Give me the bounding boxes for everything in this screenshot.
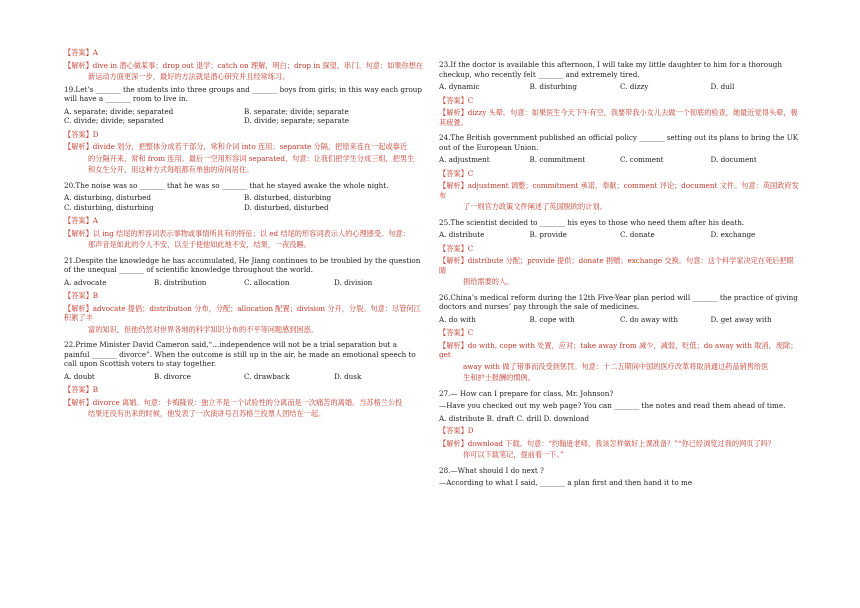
explanation-19-line-1: 【解析】divide 划分，把整体分成若干部分，常和介词 into 连用；separate 分隔，把原来连在一起或靠近 bbox=[64, 142, 408, 151]
question-20 bbox=[64, 181, 424, 250]
option-a: A. doubt bbox=[64, 371, 95, 381]
option-a: A. distribute bbox=[439, 230, 485, 239]
explanation-26-line-3: 生和护士报酬的惯例。 bbox=[463, 373, 535, 382]
question-25 bbox=[439, 218, 801, 287]
explanation-21 bbox=[64, 304, 424, 335]
answer-25: 【答案】C bbox=[439, 243, 474, 253]
option-d: D. divide; separate; separate bbox=[244, 116, 349, 125]
option-b: B. commitment bbox=[529, 155, 586, 164]
option-c: C. do away with bbox=[620, 314, 679, 324]
explanation-18-line-2: 新运动方面更深一步，最好的方法就是潜心研究并且经常练习。 bbox=[88, 72, 290, 81]
option-d: D. document bbox=[710, 155, 757, 164]
explanation-27-line-1: 【解析】download 下载。句意：“约翰逊老师，我该怎样做好上课准备？”“你已经浏览过我的网页了吗？ bbox=[439, 438, 776, 448]
option-c: C. divide; divide; separated bbox=[64, 116, 164, 125]
answer-19: 【答案】D bbox=[64, 129, 99, 139]
explanation-23 bbox=[439, 108, 801, 127]
explanation-26 bbox=[439, 341, 801, 383]
answer-21: 【答案】B bbox=[64, 291, 99, 300]
explanation-22-line-1: 【解析】divorce 离婚。句意：卡梅隆说：独立不是一个试验性的分离而是一次痛苦的离婚。当苏格兰公投 bbox=[64, 397, 403, 407]
question-25-options bbox=[439, 230, 801, 240]
question-27 bbox=[439, 389, 801, 460]
explanation-27 bbox=[439, 439, 801, 460]
explanation-21-line-1: 【解析】advocate 提倡；distribution 分布，分配；allocation 配置；division 分开，分裂。句意：尽管何江积累了丰 bbox=[64, 303, 421, 322]
option-d: D. division bbox=[334, 277, 373, 287]
option-a: A. adjustment bbox=[439, 155, 490, 164]
explanation-26-line-2: away with 做了错事而没受到惩罚。句意：十二五期间中国的医疗改革将取消通过药品销售给医 bbox=[463, 361, 769, 371]
question-22-options bbox=[64, 372, 424, 382]
question-23-text: 23.If the doctor is available this afternoon, I will take my little daughter to him for a thorough checkup, who recently felt _______ and extremely tired. bbox=[439, 60, 782, 79]
explanation-27-line-2: 你可以下载笔记，提前看一下。” bbox=[463, 450, 564, 459]
question-28-text-2: —According to what I said, _______ a plan first and then hand it to me bbox=[439, 478, 693, 487]
question-25-text: 25.The scientist decided to _______ his eyes to those who need them after his death. bbox=[439, 217, 745, 227]
option-b: B. disturbed, disturbing bbox=[244, 193, 332, 202]
explanation-20 bbox=[64, 229, 424, 250]
option-c: C. drawback bbox=[244, 371, 290, 381]
option-d: D. dusk bbox=[334, 371, 362, 381]
explanation-22-line-2: 结果还没有出来的时候，他发表了一次演讲号召苏格兰投票人团结在一起。 bbox=[88, 409, 326, 418]
option-b: B. divorce bbox=[154, 371, 191, 381]
explanation-24-line-1: 【解析】adjustment 调整；commitment 承诺，奉献；comment 评论；document 文件。句意：英国政府发布 bbox=[439, 181, 799, 200]
option-b: B. separate; divide; separate bbox=[244, 106, 349, 116]
option-c: C. dizzy bbox=[620, 82, 649, 91]
question-19-text: 19.Let’s _______ the students into three groups and _______ boys from girls; in this way each group will have a _______ room to live in. bbox=[64, 84, 423, 103]
option-a: A. do with bbox=[439, 314, 476, 324]
option-d: D. get away with bbox=[710, 314, 772, 324]
question-24 bbox=[439, 133, 801, 212]
explanation-20-line-1: 【解析】以 ing 结尾的形容词表示事物或事情所具有的特征；以 ed 结尾的形容词表示人的心理感受。句意： bbox=[64, 228, 410, 238]
question-22-text: 22.Prime Minister David Cameron said,“…independence will not be a trial separation but a painful _______ divorce”. When the outcome is still up in the air, he made an emotional speech to call upon Scottish voters to stay together. bbox=[64, 340, 416, 368]
option-b: B. provide bbox=[529, 230, 567, 239]
option-a: A. separate; divide; separated bbox=[64, 106, 174, 116]
explanation-24 bbox=[439, 181, 801, 212]
question-24-options bbox=[439, 155, 801, 165]
question-21-text: 21.Despite the knowledge he has accumulated, He Jiang continues to be troubled by the question of the unequal _______ of scientific knowledge throughout the world. bbox=[64, 255, 421, 274]
question-23 bbox=[439, 60, 801, 127]
option-a: A. dynamic bbox=[439, 82, 480, 91]
explanation-19-line-3: 和女生分开，用这种方式每组都有单独的房间居住。 bbox=[88, 165, 254, 174]
question-28 bbox=[439, 466, 801, 488]
answer-22: 【答案】B bbox=[64, 385, 99, 394]
question-26 bbox=[439, 293, 801, 383]
explanation-21-line-2: 富的知识，但他仍然对世界各地的科学知识分布的不平等问题感到困惑。 bbox=[88, 324, 319, 334]
explanation-19-line-2: 的分隔开来，常和 from 连用。最后一空用形容词 separated，句意：让我们把学生分成三组，把男生 bbox=[88, 153, 415, 163]
question-20-text: 20.The noise was so _______ that he was so _______ that he stayed awake the whole night. bbox=[64, 180, 389, 190]
question-21-options bbox=[64, 278, 424, 288]
explanation-26-line-1: 【解析】do with, cope with 处置，应对；take away from 减少，减弱，贬低；do away with 取消，废除；get bbox=[439, 340, 798, 359]
explanation-19 bbox=[64, 142, 424, 175]
question-23-options bbox=[439, 82, 801, 92]
question-26-options bbox=[439, 315, 801, 325]
answer-23: 【答案】C bbox=[439, 95, 474, 105]
question-27-text-1: 27.— How can I prepare for class, Mr. Johnson? bbox=[439, 388, 614, 398]
explanation-18-line-1: 【解析】dive in 潜心做某事；drop out 退学；catch on 理解，明白；drop in 探望，串门。句意：如果你想在 bbox=[64, 60, 424, 70]
question-21 bbox=[64, 256, 424, 335]
answer-18: 【答案】A bbox=[64, 48, 98, 57]
explanation-25-line-2: 捐给需要的人。 bbox=[463, 277, 514, 286]
answer-20: 【答案】A bbox=[64, 216, 98, 225]
right-column bbox=[439, 60, 801, 494]
explanation-18 bbox=[64, 61, 424, 82]
option-a: A. disturbing, disturbed bbox=[64, 193, 151, 202]
option-b: B. disturbing bbox=[529, 82, 578, 91]
answer-26: 【答案】C bbox=[439, 328, 474, 337]
question-27-text-2: —Have you checked out my web page? You can _______ the notes and read them ahead of time. bbox=[439, 401, 786, 410]
explanation-24-line-2: 了一则官方政策文件阐述了英国脱欧的计划。 bbox=[463, 202, 607, 211]
left-column bbox=[64, 48, 424, 425]
option-d: D. dull bbox=[710, 82, 735, 91]
answer-27: 【答案】D bbox=[439, 426, 474, 435]
option-c: C. donate bbox=[620, 230, 655, 239]
option-c: C. allocation bbox=[244, 277, 290, 287]
question-26-text: 26.China’s medical reform during the 12th Five-Year plan period will _______ the practice of giving doctors and nurses’ pay through the sale of medicines. bbox=[439, 292, 798, 311]
question-28-text-1: 28.—What should I do next ? bbox=[439, 465, 544, 475]
option-a: A. advocate bbox=[64, 277, 107, 287]
explanation-25-line-1: 【解析】distribute 分配；provide 提供；donate 捐赠；exchange 交换。句意：这个科学家决定在死后把眼睛 bbox=[439, 256, 794, 275]
explanation-25 bbox=[439, 256, 801, 287]
answer-24: 【答案】C bbox=[439, 168, 474, 178]
option-b: B. distribution bbox=[154, 277, 207, 287]
explanation-22 bbox=[64, 398, 424, 419]
explanation-20-line-2: 那声音是如此的令人不安，以至于使他如此地不安，结果，一夜没睡。 bbox=[88, 240, 311, 249]
option-d: D. exchange bbox=[710, 230, 756, 239]
question-19-options bbox=[64, 107, 424, 126]
option-d: D. disturbed, disturbed bbox=[244, 202, 329, 212]
question-19 bbox=[64, 85, 424, 175]
option-b: B. cope with bbox=[529, 314, 575, 324]
question-20-options bbox=[64, 193, 424, 212]
explanation-23-line-1: 【解析】dizzy 头晕。句意：如果医生今天下午有空，我要带我小女儿去做一个彻底的检查，她最近觉得头晕，极其疲惫。 bbox=[439, 108, 798, 127]
option-c: C. comment bbox=[620, 155, 664, 164]
question-24-text: 24.The British government published an official policy _______ setting out its plans to bring the UK out of the European Union. bbox=[439, 133, 799, 152]
question-22 bbox=[64, 340, 424, 419]
option-c: C. disturbing, disturbing bbox=[64, 202, 154, 212]
question-27-options: A. distribute B. draft C. drill D. download bbox=[439, 413, 589, 423]
